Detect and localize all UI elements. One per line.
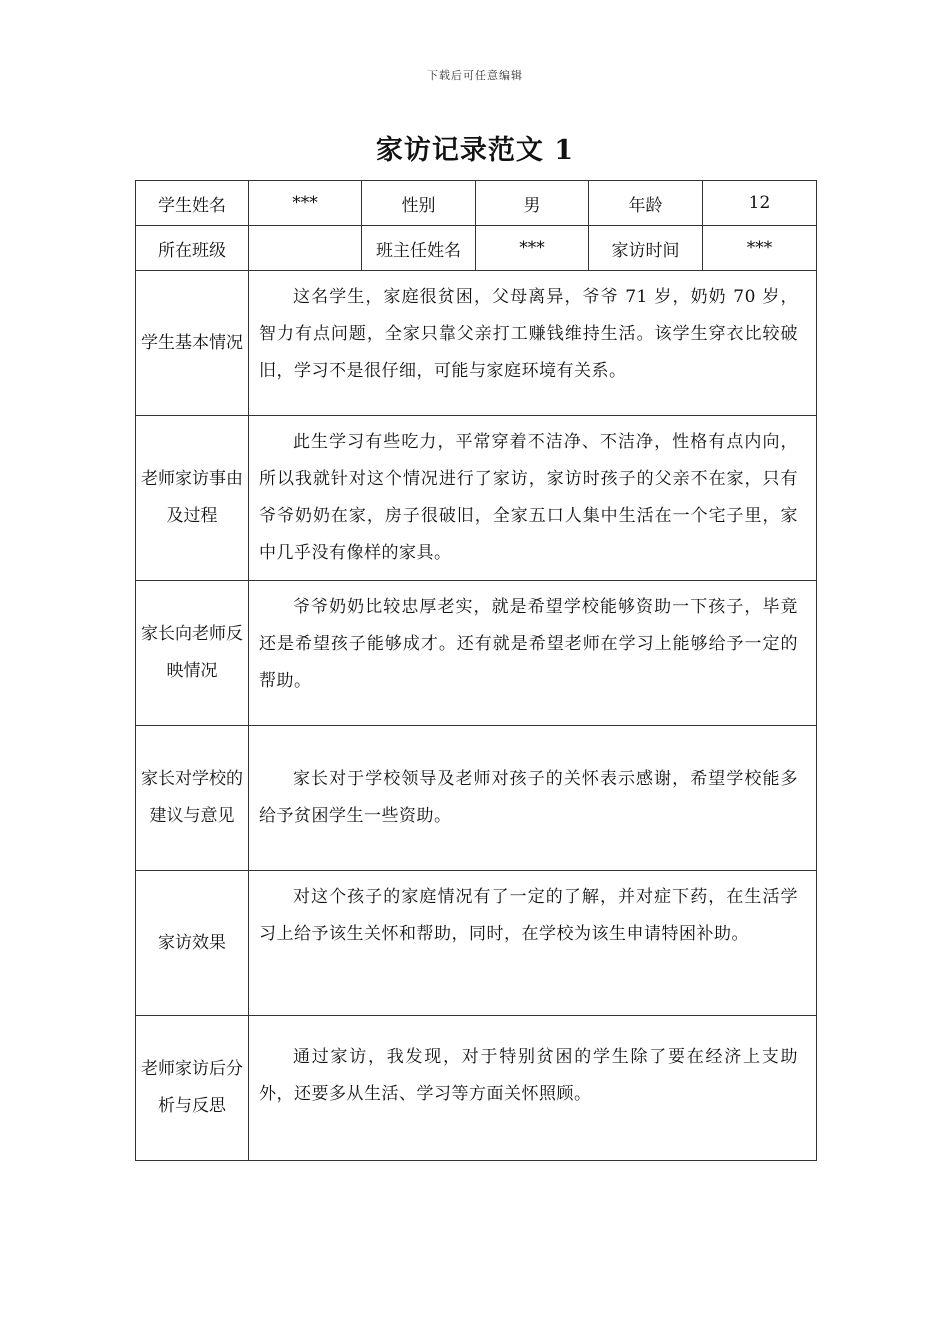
- section-row-basic-info: [136, 271, 817, 416]
- section-content: 通过家访，我发现，对于特别贫困的学生除了要在经济上支助外，还要多从生活、学习等方面关怀照顾。: [259, 1047, 798, 1104]
- section-row-parent-suggestions: [136, 726, 817, 871]
- section-label: 家访效果: [136, 871, 249, 1016]
- class-label: 所在班级: [136, 226, 249, 271]
- info-row-2: [136, 226, 817, 271]
- page-title: 家访记录范文 1: [375, 135, 575, 166]
- section-content-cell: [249, 1016, 817, 1161]
- head-teacher-value: ***: [476, 226, 589, 271]
- section-row-reflection: [136, 1016, 817, 1161]
- section-label: 学生基本情况: [136, 271, 249, 416]
- visit-time-value: ***: [703, 226, 817, 271]
- visit-record-table: [135, 180, 817, 1161]
- section-content: 对这个孩子的家庭情况有了一定的了解，并对症下药，在生活学习上给予该生关怀和帮助，同时，在学校为该生申请特困补助。: [259, 887, 798, 944]
- visit-time-label: 家访时间: [589, 226, 703, 271]
- section-content-cell: [249, 581, 817, 726]
- section-content: 家长对于学校领导及老师对孩子的关怀表示感谢，希望学校能多给予贫困学生一些资助。: [259, 769, 798, 826]
- section-label: 老师家访事由及过程: [136, 416, 249, 581]
- section-content: 此生学习有些吃力，平常穿着不洁净、不洁净，性格有点内向，所以我就针对这个情况进行了家访，家访时孩子的父亲不在家，只有爷爷奶奶在家，房子很破旧，全家五口人集中生活在一个宅子里，家中几乎没有像样的家具。: [259, 432, 798, 563]
- section-row-visit-effect: [136, 871, 817, 1016]
- section-label: 家长对学校的建议与意见: [136, 726, 249, 871]
- info-row-1: [136, 181, 817, 226]
- section-content: 这名学生，家庭很贫困，父母离异，爷爷 71 岁，奶奶 70 岁，智力有点问题，全家只靠父亲打工赚钱维持生活。该学生穿衣比较破旧，学习不是很仔细，可能与家庭环境有关系。: [259, 287, 798, 381]
- student-name-label: 学生姓名: [136, 181, 249, 226]
- age-label: 年龄: [589, 181, 703, 226]
- section-row-parent-feedback: [136, 581, 817, 726]
- gender-label: 性别: [362, 181, 476, 226]
- section-content: 爷爷奶奶比较忠厚老实，就是希望学校能够资助一下孩子，毕竟还是希望孩子能够成才。还有就是希望老师在学习上能够给予一定的帮助。: [259, 597, 798, 691]
- section-content-cell: [249, 871, 817, 1016]
- section-label: 老师家访后分析与反思: [136, 1016, 249, 1161]
- section-content-cell: [249, 416, 817, 581]
- class-value: [249, 226, 362, 271]
- section-content-cell: [249, 271, 817, 416]
- gender-value: 男: [476, 181, 589, 226]
- age-value: 12: [703, 181, 817, 226]
- student-name-value: ***: [249, 181, 362, 226]
- head-teacher-label: 班主任姓名: [362, 226, 476, 271]
- section-label: 家长向老师反映情况: [136, 581, 249, 726]
- header-note: 下载后可任意编辑: [427, 69, 523, 82]
- section-content-cell: [249, 726, 817, 871]
- section-row-visit-process: [136, 416, 817, 581]
